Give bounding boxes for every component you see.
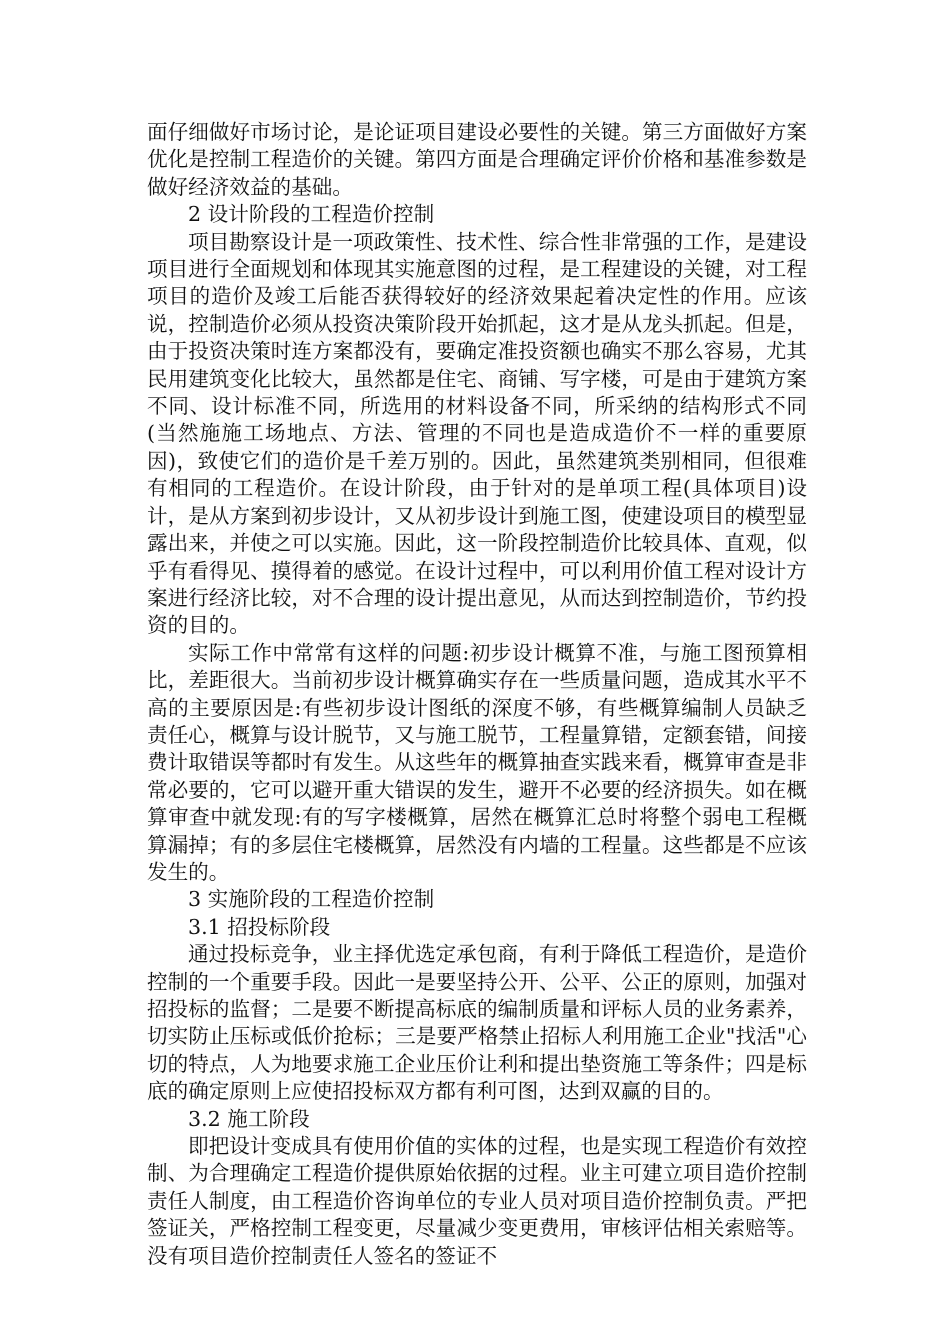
paragraph-bidding: 通过投标竞争，业主择优选定承包商，有利于降低工程造价，是造价控制的一个重要手段。因此一是要坚持公开、公平、公正的原则，加强对招投标的监督；二是要不断提高标底的编制质量和评标人员的业务素养，切实防止压标或低价抢标；三是要严格禁止招标人利用施工企业"找活"心切的特点，人为地要求施工企业压价让利和提出垫资施工等条件；四是标底的确定原则上应使招投标双方都有利可图，达到双赢的目的。 [147, 942, 807, 1104]
document-body [147, 119, 807, 1270]
paragraph-intro-continuation: 面仔细做好市场讨论，是论证项目建设必要性的关键。第三方面做好方案优化是控制工程造价的关键。第四方面是合理确定评价价格和基准参数是做好经济效益的基础。 [147, 120, 807, 199]
paragraph-construction: 即把设计变成具有使用价值的实体的过程，也是实现工程造价有效控制、为合理确定工程造价提供原始依据的过程。业主可建立项目造价控制责任人制度，由工程造价咨询单位的专业人员对项目造价控制负责。严把签证关，严格控制工程变更，尽量减少变更费用，审核评估相关索赔等。没有项目造价控制责任人签名的签证不 [147, 1134, 807, 1268]
subsection-heading-bidding: 3.1 招投标阶段 [188, 914, 331, 939]
subsection-heading-construction: 3.2 施工阶段 [188, 1106, 310, 1131]
paragraph-design-stage: 项目勘察设计是一项政策性、技术性、综合性非常强的工作，是建设项目进行全面规划和体现其实施意图的过程，是工程建设的关键，对工程项目的造价及竣工后能否获得较好的经济效果起着决定性的作用。应该说，控制造价必须从投资决策阶段开始抓起，这才是从龙头抓起。但是，由于投资决策时连方案都没有，要确定准投资额也确实不那么容易，尤其民用建筑变化比较大，虽然都是住宅、商铺、写字楼，可是由于建筑方案不同、设计标准不同，所选用的材料设备不同，所采纳的结构形式不同(当然施施工场地点、方法、管理的不同也是造成造价不一样的重要原因)，致使它们的造价是千差万别的。因此，虽然建筑类别相同，但很难有相同的工程造价。在设计阶段，由于针对的是单项工程(具体项目)设计，是从方案到初步设计，又从初步设计到施工图，使建设项目的模型显露出来，并使之可以实施。因此，这一阶段控制造价比较具体、直观，似乎有看得见、摸得着的感觉。在设计过程中，可以利用价值工程对设计方案进行经济比较，对不合理的设计提出意见，从而达到控制造价，节约投资的目的。 [147, 229, 807, 638]
section-heading-design-stage: 2 设计阶段的工程造价控制 [188, 202, 435, 227]
paragraph-budget-estimate: 实际工作中常常有这样的问题:初步设计概算不准，与施工图预算相比，差距很大。当前初步设计概算确实存在一些质量问题，造成其水平不高的主要原因是:有些初步设计图纸的深度不够，有些概算编制人员缺乏责任心，概算与设计脱节，又与施工脱节，工程量算错，定额套错，间接费计取错误等都时有发生。从这些年的概算抽查实践来看，概算审查是非常必要的，它可以避开重大错误的发生，避开不必要的经济损失。如在概算审查中就发现:有的写字楼概算，居然在概算汇总时将整个弱电工程概算漏掉；有的多层住宅楼概算，居然没有内墙的工程量。这些都是不应该发生的。 [147, 640, 807, 884]
section-heading-implementation-stage: 3 实施阶段的工程造价控制 [188, 887, 435, 912]
